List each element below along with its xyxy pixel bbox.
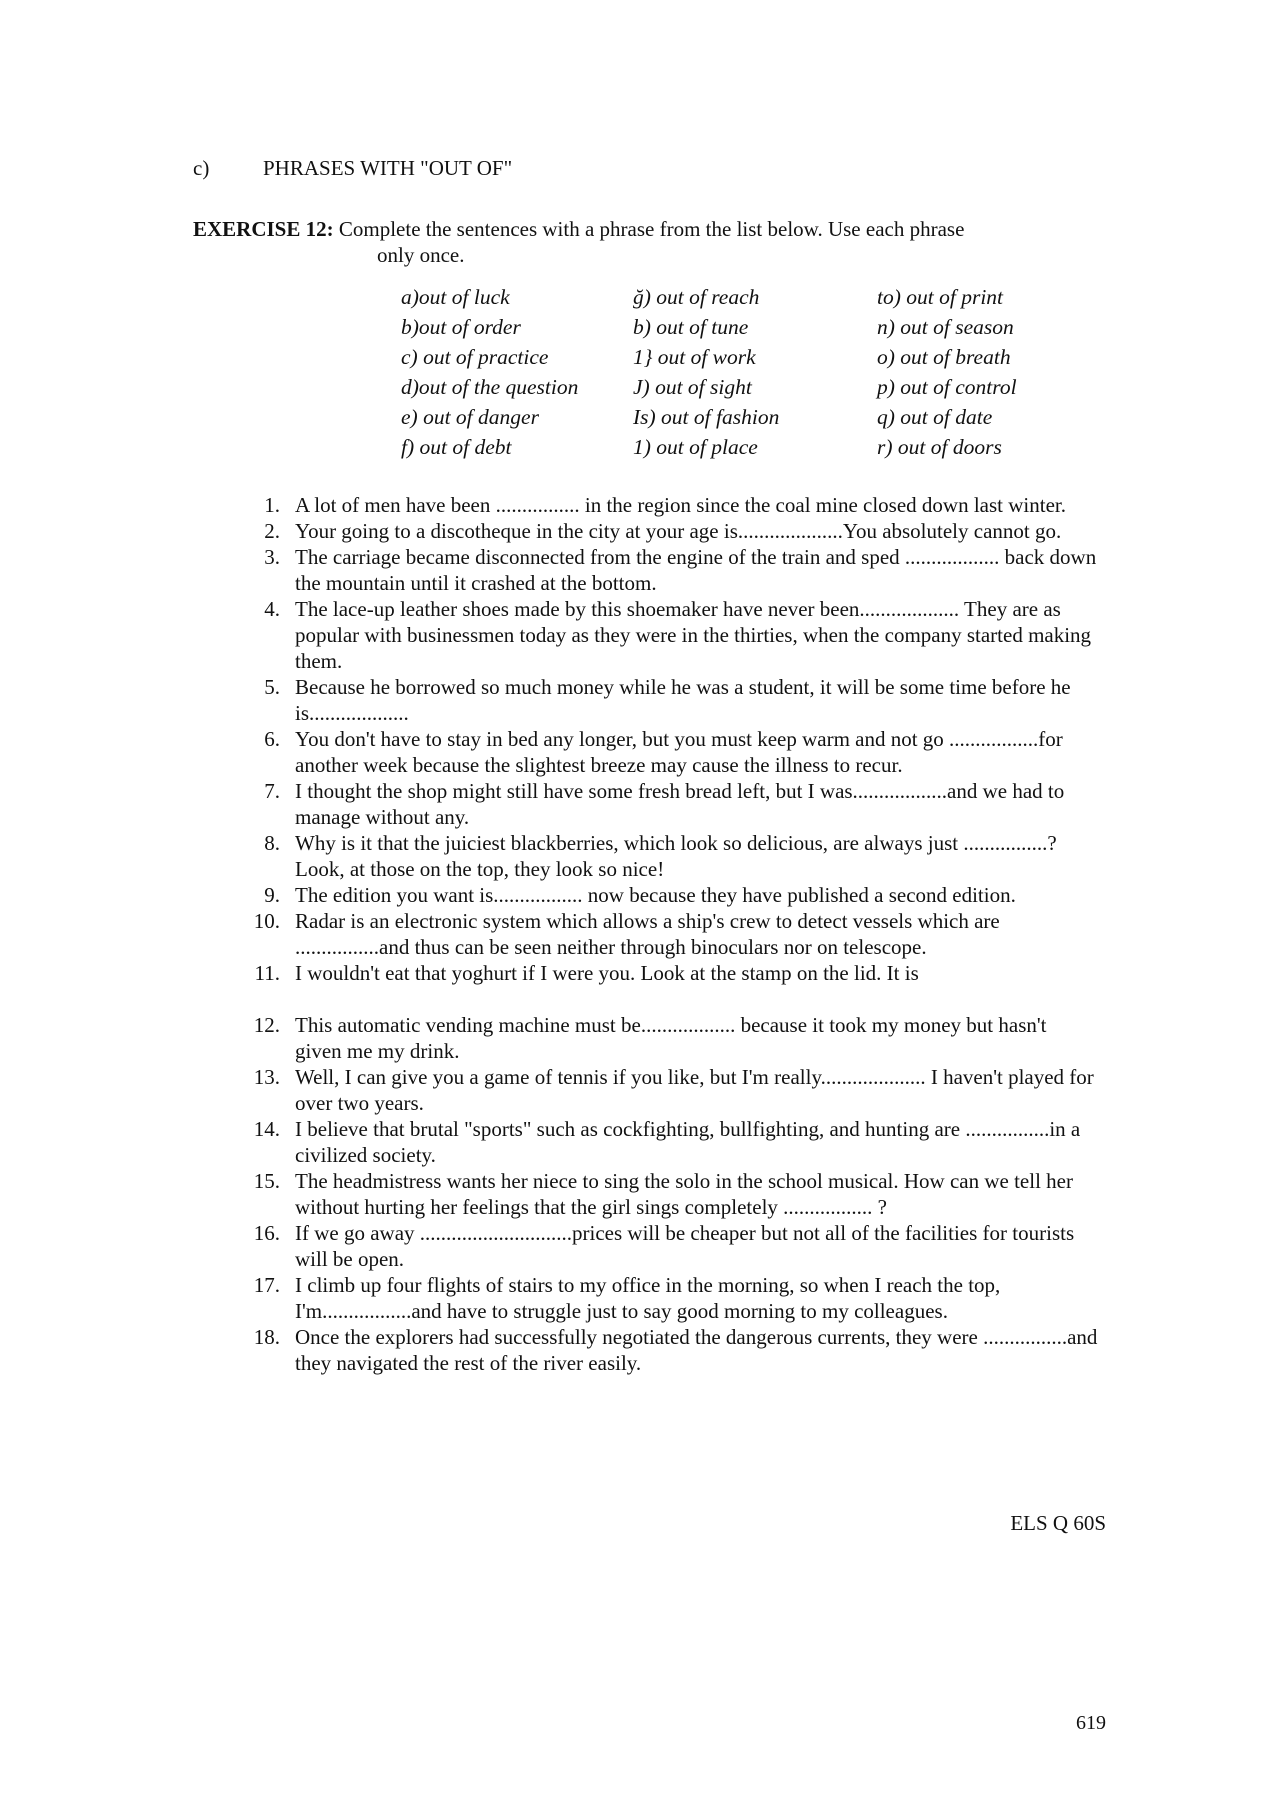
section-letter: c) — [193, 156, 210, 180]
question-text: Radar is an electronic system which allows a ship's crew to detect vessels which are ................and thus can be seen neither through binoculars nor on telescope. — [295, 909, 1000, 959]
question-number: 11. — [254, 961, 280, 985]
question-item — [238, 882, 1098, 908]
question-number: 12. — [253, 1013, 280, 1037]
question-number: 2. — [264, 519, 280, 543]
question-text: The edition you want is................. now because they have published a second edition. — [295, 883, 1016, 907]
question-text: A lot of men have been ................ in the region since the coal mine closed down last winter. — [295, 493, 1066, 517]
phrase-item: to) out of print — [877, 285, 1004, 309]
phrase-item: J) out of sight — [633, 375, 752, 399]
question-item — [238, 726, 1098, 778]
question-text: This automatic vending machine must be.................. because it took my money but hasn't given me my drink. — [295, 1013, 1047, 1063]
question-item — [238, 778, 1098, 830]
phrase-item: e) out of danger — [401, 405, 539, 429]
question-text: The carriage became disconnected from the engine of the train and sped .................. back down the mountain until it crashed at the bottom. — [295, 545, 1097, 595]
question-item — [238, 1168, 1098, 1220]
exercise-instructions — [193, 216, 1103, 268]
question-item — [238, 674, 1098, 726]
phrase-list — [401, 284, 1097, 464]
question-text: I believe that brutal "sports" such as cockfighting, bullfighting, and hunting are ................in a civilized society. — [295, 1117, 1081, 1167]
question-item — [238, 544, 1098, 596]
question-number: 13. — [253, 1065, 280, 1089]
phrase-item: ğ) out of reach — [633, 285, 760, 309]
question-number: 16. — [253, 1221, 280, 1245]
question-number: 5. — [264, 675, 280, 699]
question-text: Your going to a discotheque in the city at your age is....................You absolutely cannot go. — [295, 519, 1062, 543]
exercise-label: EXERCISE 12: — [193, 217, 334, 241]
question-number: 3. — [264, 545, 280, 569]
phrase-item: c) out of practice — [401, 345, 549, 369]
question-number: 1. — [264, 493, 280, 517]
question-number: 8. — [264, 831, 280, 855]
instruction-line-1: Complete the sentences with a phrase from the list below. Use each phrase — [333, 217, 965, 241]
question-item — [238, 908, 1098, 960]
question-number: 7. — [264, 779, 280, 803]
question-text: Because he borrowed so much money while he was a student, it will be some time before he is................... — [295, 675, 1071, 725]
phrase-item: 1} out of work — [633, 345, 756, 369]
question-list — [238, 492, 1098, 1376]
phrase-item: n) out of season — [877, 315, 1014, 339]
question-item — [238, 830, 1098, 882]
question-number: 18. — [253, 1325, 280, 1349]
question-item — [238, 1012, 1098, 1064]
section-heading — [193, 155, 512, 181]
question-text: I climb up four flights of stairs to my office in the morning, so when I reach the top, I'm.................and have to struggle just to say good morning to my colleagues. — [295, 1273, 1001, 1323]
question-item — [238, 518, 1098, 544]
phrase-item: q) out of date — [877, 405, 993, 429]
question-item — [238, 1064, 1098, 1116]
question-text: Well, I can give you a game of tennis if you like, but I'm really.................... I haven't played for over two years. — [295, 1065, 1094, 1115]
phrase-item: a)out of luck — [401, 285, 510, 309]
phrase-item: d)out of the question — [401, 375, 579, 399]
question-number: 14. — [253, 1117, 280, 1141]
question-item — [238, 1272, 1098, 1324]
question-item — [238, 596, 1098, 674]
question-item — [238, 1220, 1098, 1272]
question-text: If we go away .............................prices will be cheaper but not all of the facilities for tourists will be open. — [295, 1221, 1075, 1271]
question-number: 15. — [253, 1169, 280, 1193]
question-number: 17. — [253, 1273, 280, 1297]
phrase-item: Is) out of fashion — [633, 405, 780, 429]
phrase-item: r) out of doors — [877, 435, 1002, 459]
phrase-item: b) out of tune — [633, 315, 749, 339]
phrase-item: b)out of order — [401, 315, 521, 339]
reference-code: ELS Q 60S — [1010, 1511, 1106, 1535]
question-text: Once the explorers had successfully negotiated the dangerous currents, they were ................and they navigated the rest of the river easily. — [295, 1325, 1098, 1375]
question-number: 6. — [264, 727, 280, 751]
phrase-item: p) out of control — [877, 375, 1017, 399]
phrase-item: o) out of breath — [877, 345, 1011, 369]
page-number: 619 — [1076, 1712, 1106, 1734]
phrase-item: 1) out of place — [633, 435, 758, 459]
question-text: Why is it that the juiciest blackberries, which look so delicious, are always just ................? Look, at those on the top, they look so nice! — [295, 831, 1057, 881]
question-text: I wouldn't eat that yoghurt if I were you. Look at the stamp on the lid. It is — [295, 961, 919, 985]
question-item — [238, 492, 1098, 518]
question-number: 10. — [253, 909, 280, 933]
question-number: 9. — [264, 883, 280, 907]
section-title: PHRASES WITH "OUT OF" — [263, 156, 513, 180]
question-item — [238, 960, 1098, 986]
question-text: I thought the shop might still have some fresh bread left, but I was..................and we had to manage without any. — [295, 779, 1065, 829]
phrase-item: f) out of debt — [401, 435, 512, 459]
question-text: The lace-up leather shoes made by this shoemaker have never been................... They are as popular with businessmen today as they were in the thirties, when the company started making them. — [295, 597, 1092, 673]
question-text: The headmistress wants her niece to sing the solo in the school musical. How can we tell her without hurting her feelings that the girl sings completely ................. ? — [295, 1169, 1073, 1219]
question-number: 4. — [264, 597, 280, 621]
question-text: You don't have to stay in bed any longer, but you must keep warm and not go .................for another week because the slightest breeze may cause the illness to recur. — [295, 727, 1063, 777]
question-item — [238, 1116, 1098, 1168]
question-item — [238, 1324, 1098, 1376]
instruction-line-2: only once. — [377, 243, 465, 267]
